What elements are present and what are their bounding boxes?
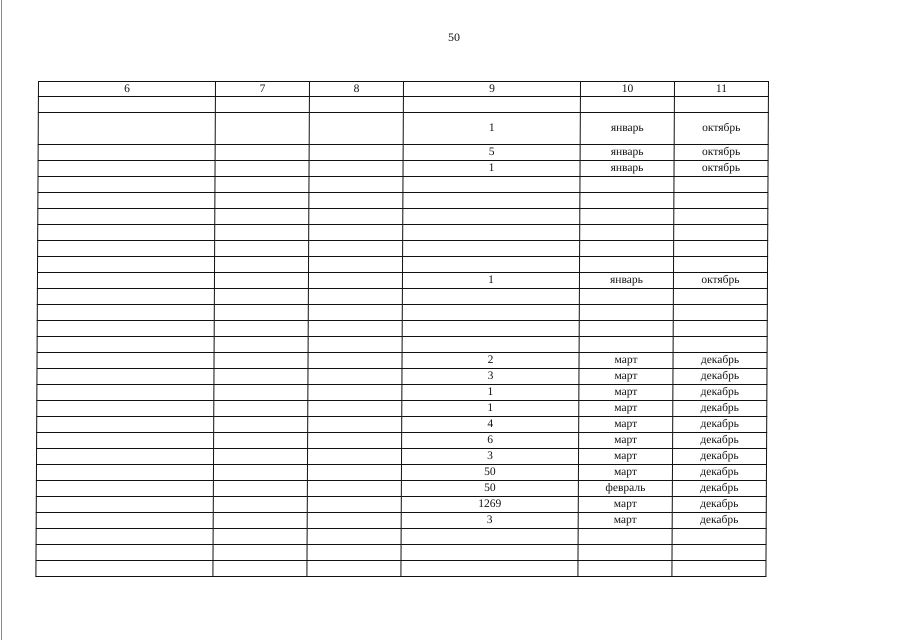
table-cell (38, 209, 215, 225)
table-cell (36, 513, 213, 529)
table-cell (307, 513, 401, 529)
table-cell: 1 (403, 113, 580, 145)
table-row (37, 273, 767, 289)
table-row (37, 385, 767, 401)
table-cell (674, 177, 768, 193)
table-cell (214, 353, 308, 369)
table-cell (309, 209, 403, 225)
table-cell (308, 433, 402, 449)
table-row (38, 225, 768, 241)
table-cell: декабрь (673, 369, 767, 385)
table-cell: 6 (402, 433, 579, 449)
table-cell (309, 145, 403, 161)
table-cell (309, 241, 403, 257)
table-row (38, 113, 768, 145)
table-cell (38, 225, 215, 241)
table-cell (36, 449, 213, 465)
table-cell (36, 545, 213, 561)
table-cell: 1 (402, 401, 579, 417)
table-cell (580, 97, 674, 113)
table-cell (215, 145, 309, 161)
table-cell (672, 561, 766, 577)
table-cell (214, 289, 308, 305)
table-cell (36, 561, 213, 577)
table-cell (214, 273, 308, 289)
table-cell: 50 (401, 465, 578, 481)
table-row (36, 449, 766, 465)
table-cell (578, 561, 672, 577)
table-cell (579, 289, 673, 305)
table-cell (215, 225, 309, 241)
table-row (38, 161, 768, 177)
table-cell (215, 97, 309, 113)
table-cell (308, 337, 402, 353)
table-cell (37, 417, 214, 433)
table-cell (674, 241, 768, 257)
table-row (36, 545, 766, 561)
table-row (37, 401, 767, 417)
table-cell (213, 481, 307, 497)
table-cell (673, 289, 767, 305)
table-cell (579, 305, 673, 321)
table-cell (309, 193, 403, 209)
table-cell (214, 321, 308, 337)
table-cell (307, 481, 401, 497)
table-cell (309, 113, 403, 145)
table-cell: январь (580, 161, 674, 177)
table-cell (309, 177, 403, 193)
table-cell (38, 161, 215, 177)
table-row (38, 177, 768, 193)
table-cell (36, 529, 213, 545)
table-cell (215, 241, 309, 257)
table-cell (38, 113, 215, 145)
table-cell (580, 241, 674, 257)
table-cell (308, 257, 402, 273)
table-cell (214, 337, 308, 353)
table-cell: декабрь (673, 385, 767, 401)
page-left-edge (1, 0, 2, 640)
table-cell: октябрь (674, 161, 768, 177)
table-cell (36, 497, 213, 513)
table-cell (402, 337, 579, 353)
table-header-row (38, 82, 768, 97)
table-cell (213, 449, 307, 465)
table-cell (215, 113, 309, 145)
table-row (37, 433, 767, 449)
table-cell (36, 465, 213, 481)
table-cell (37, 337, 214, 353)
table-cell (307, 529, 401, 545)
table-cell (674, 193, 768, 209)
table-cell (37, 353, 214, 369)
table-cell (214, 369, 308, 385)
table-cell (213, 561, 307, 577)
table-cell (578, 529, 672, 545)
table-cell (580, 193, 674, 209)
table-row (36, 513, 766, 529)
table-cell (36, 481, 213, 497)
table-cell: март (579, 417, 673, 433)
table-cell (37, 257, 214, 273)
table-cell (307, 449, 401, 465)
column-header: 6 (38, 82, 215, 97)
table-row (36, 481, 766, 497)
column-header: 8 (309, 82, 403, 97)
table-row (37, 369, 767, 385)
table-cell (402, 305, 579, 321)
table-cell (673, 337, 767, 353)
table-row (36, 561, 766, 577)
table-cell (578, 545, 672, 561)
table-cell: март (578, 497, 672, 513)
table-cell: декабрь (672, 449, 766, 465)
table-cell: 1 (403, 161, 580, 177)
table-cell: 50 (401, 481, 578, 497)
table-cell (214, 417, 308, 433)
table-cell: январь (580, 145, 674, 161)
table-cell (672, 529, 766, 545)
table-cell (38, 241, 215, 257)
table-cell: март (578, 465, 672, 481)
table-cell: декабрь (673, 433, 767, 449)
table-cell (403, 241, 580, 257)
table-cell: март (579, 369, 673, 385)
table-cell (309, 225, 403, 241)
table-cell (38, 177, 215, 193)
table-cell: декабрь (672, 465, 766, 481)
page-number: 50 (448, 30, 460, 44)
table-cell: декабрь (673, 353, 767, 369)
table-cell (37, 369, 214, 385)
table-cell (214, 385, 308, 401)
table-cell (403, 209, 580, 225)
table-cell (214, 257, 308, 273)
table-cell (403, 225, 580, 241)
table-cell (38, 97, 215, 113)
table-cell (213, 497, 307, 513)
table-cell (308, 353, 402, 369)
table-row (38, 209, 768, 225)
table-cell: март (578, 449, 672, 465)
table-cell (38, 193, 215, 209)
table-cell (37, 433, 214, 449)
table-row (37, 289, 767, 305)
table-cell: декабрь (672, 481, 766, 497)
table-cell (402, 289, 579, 305)
table-cell (579, 321, 673, 337)
table-cell (37, 321, 214, 337)
table-cell (309, 97, 403, 113)
table-cell (308, 385, 402, 401)
table-cell: январь (580, 113, 674, 145)
table-cell (37, 385, 214, 401)
table-row (38, 145, 768, 161)
table-cell (37, 273, 214, 289)
table-cell (403, 177, 580, 193)
table-cell (674, 209, 768, 225)
table-cell (215, 161, 309, 177)
table-cell: 1269 (401, 497, 578, 513)
table-cell: 1 (402, 385, 579, 401)
table-cell (308, 305, 402, 321)
table-row (37, 257, 767, 273)
table-cell: март (578, 513, 672, 529)
table-cell: февраль (578, 481, 672, 497)
table-cell (37, 305, 214, 321)
table-cell (579, 337, 673, 353)
table-cell (307, 465, 401, 481)
table-cell (214, 401, 308, 417)
table-row (38, 193, 768, 209)
schedule-table (35, 81, 769, 577)
table-cell (308, 273, 402, 289)
table-cell (213, 545, 307, 561)
table-cell: октябрь (673, 273, 767, 289)
table-cell: декабрь (673, 401, 767, 417)
column-header: 10 (580, 82, 674, 97)
table-cell (580, 225, 674, 241)
table-cell: 3 (402, 369, 579, 385)
table-cell (401, 545, 578, 561)
table-cell (580, 209, 674, 225)
table-cell: 5 (403, 145, 580, 161)
table-cell (37, 401, 214, 417)
table-row (38, 241, 768, 257)
table-cell: март (579, 385, 673, 401)
table-cell (214, 433, 308, 449)
table-cell: 3 (401, 449, 578, 465)
table-cell (214, 305, 308, 321)
table-row (37, 353, 767, 369)
table-cell (307, 497, 401, 513)
table-cell (308, 417, 402, 433)
table-row (36, 497, 766, 513)
table-row (36, 465, 766, 481)
table-body (36, 97, 769, 577)
table-cell (215, 209, 309, 225)
column-header: 11 (674, 82, 768, 97)
table-cell (673, 257, 767, 273)
table-cell (215, 193, 309, 209)
table-row (37, 321, 767, 337)
table-cell: октябрь (674, 113, 768, 145)
table-cell (403, 193, 580, 209)
table-cell (402, 321, 579, 337)
table-cell: декабрь (673, 417, 767, 433)
table-cell (215, 177, 309, 193)
table-cell (580, 177, 674, 193)
table-cell: январь (579, 273, 673, 289)
table-cell (213, 513, 307, 529)
table-cell (213, 529, 307, 545)
table-cell (402, 257, 579, 273)
table-cell (308, 401, 402, 417)
table-cell (308, 289, 402, 305)
table-cell: декабрь (672, 513, 766, 529)
table-row (38, 97, 768, 113)
table-cell (403, 97, 580, 113)
table-cell: октябрь (674, 145, 768, 161)
table-cell (308, 369, 402, 385)
table-cell (401, 529, 578, 545)
table-cell (672, 545, 766, 561)
table-cell (401, 561, 578, 577)
table-cell (213, 465, 307, 481)
table-cell (674, 97, 768, 113)
table-cell: 1 (402, 273, 579, 289)
table-cell (37, 289, 214, 305)
table-cell (674, 225, 768, 241)
table-row (36, 529, 766, 545)
table-row (37, 417, 767, 433)
table-row (37, 337, 767, 353)
table-cell: 2 (402, 353, 579, 369)
table-cell (307, 561, 401, 577)
table-cell (309, 161, 403, 177)
table-row (37, 305, 767, 321)
table-cell: март (579, 433, 673, 449)
column-header: 7 (215, 82, 309, 97)
table-cell (579, 257, 673, 273)
column-header: 9 (403, 82, 580, 97)
table-cell (307, 545, 401, 561)
table-cell: март (579, 353, 673, 369)
table-cell (673, 321, 767, 337)
table-cell (38, 145, 215, 161)
table-cell (308, 321, 402, 337)
table-cell: 3 (401, 513, 578, 529)
table-cell: март (579, 401, 673, 417)
table-cell (673, 305, 767, 321)
table-cell: 4 (402, 417, 579, 433)
table-cell: декабрь (672, 497, 766, 513)
